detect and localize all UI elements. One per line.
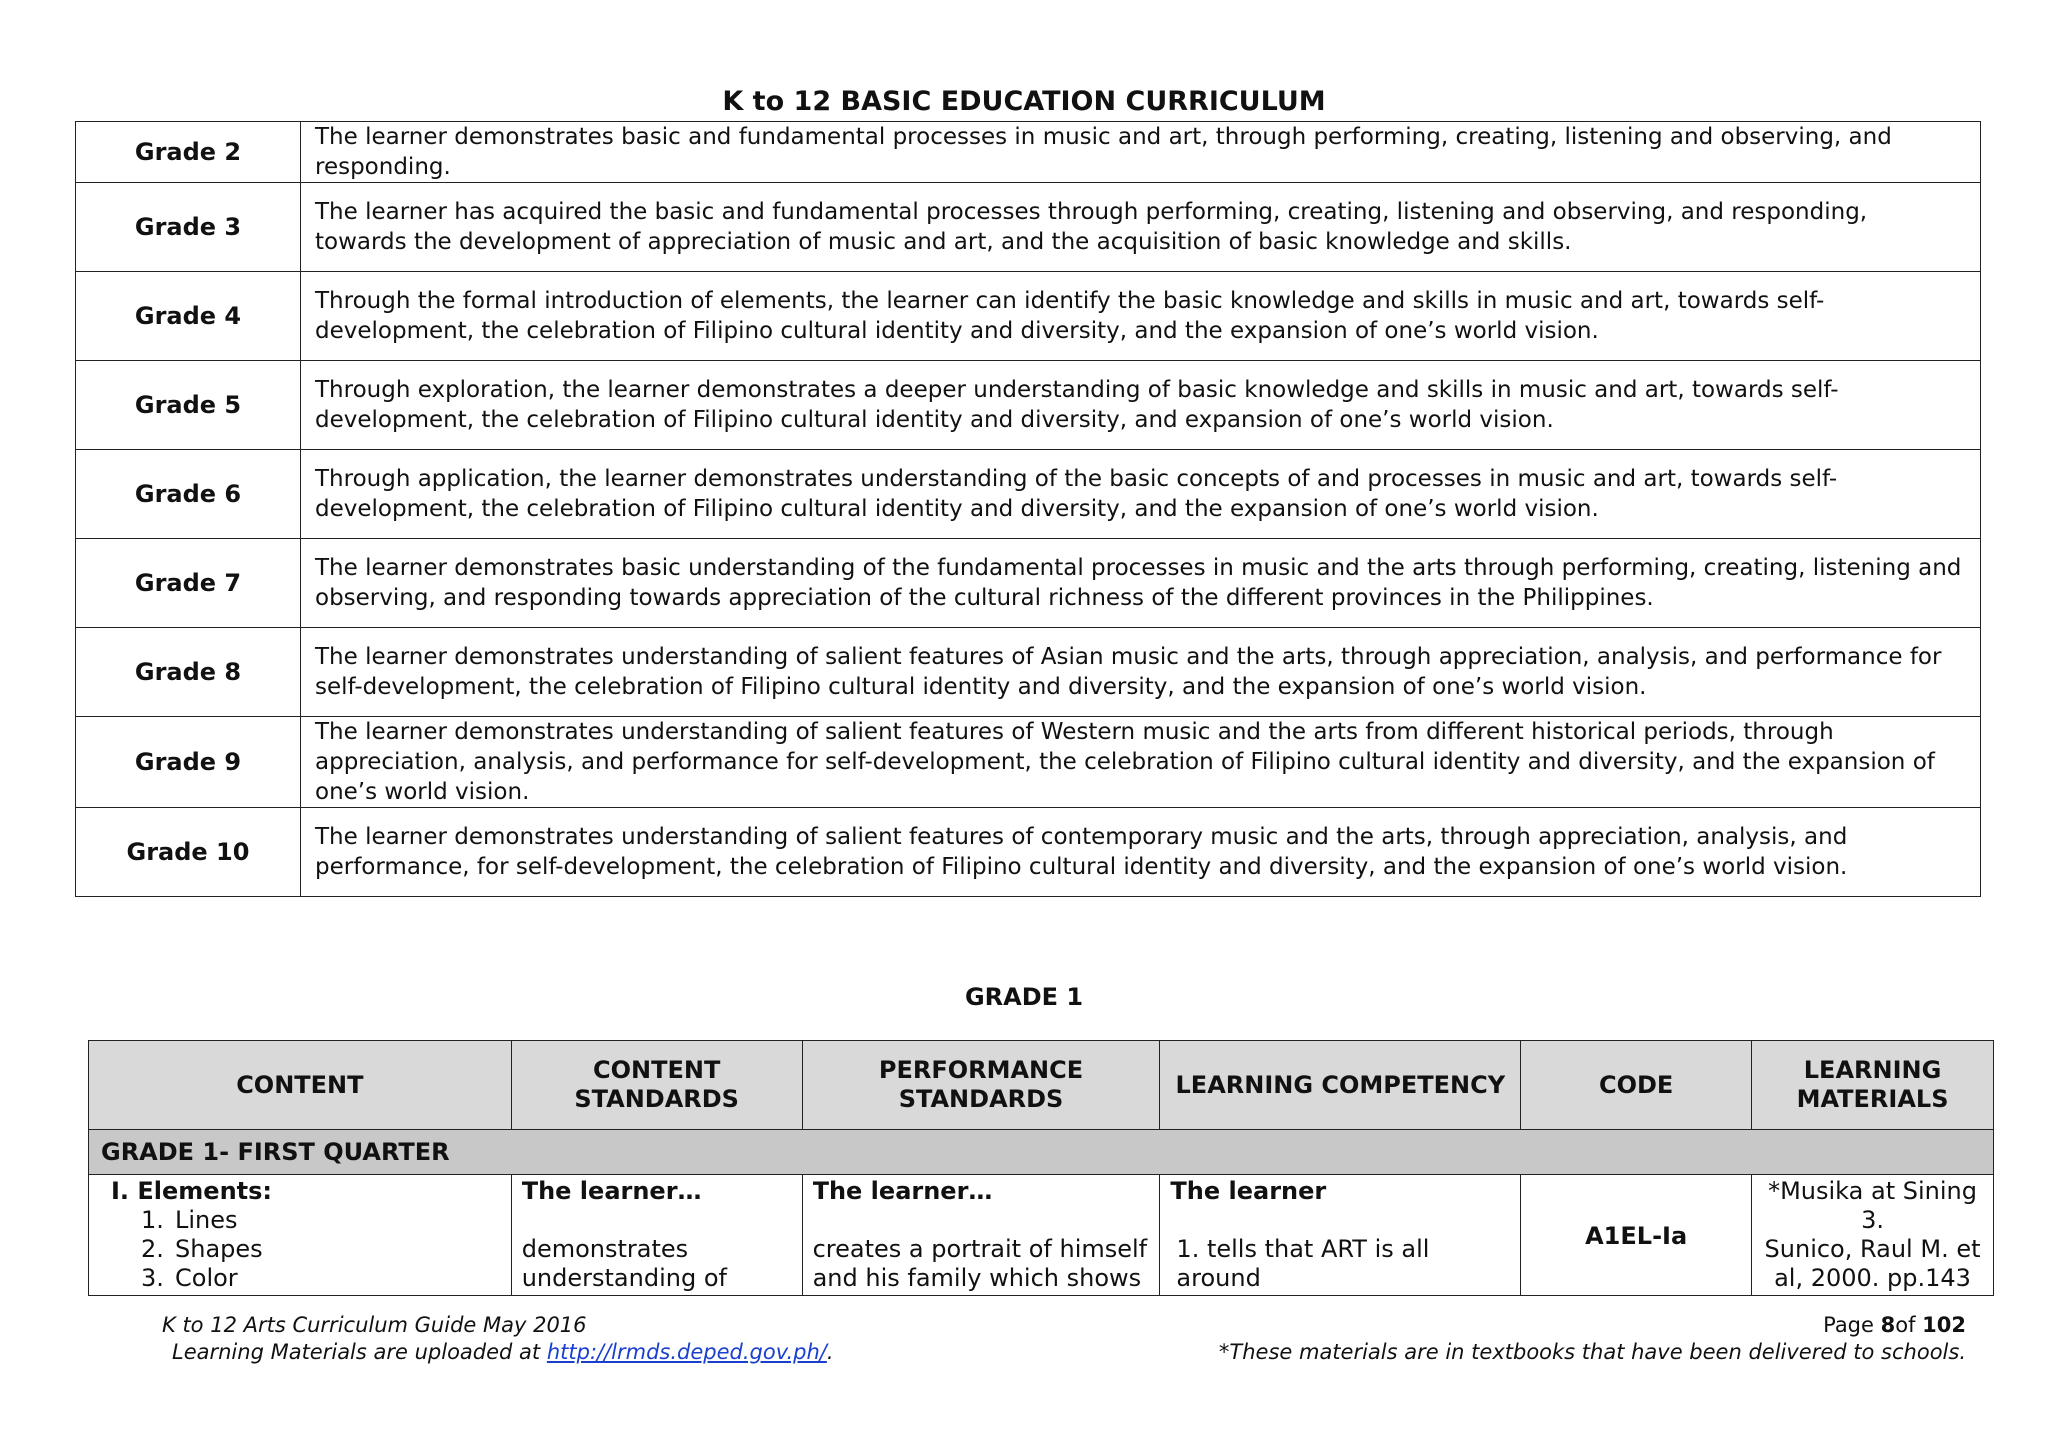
footer-left xyxy=(162,1312,834,1366)
learning-competency-cell xyxy=(1160,1175,1521,1296)
table-row xyxy=(76,717,1981,808)
page-title: K to 12 BASIC EDUCATION CURRICULUM xyxy=(722,86,1326,117)
table-row xyxy=(76,450,1981,539)
header-code: CODE xyxy=(1521,1041,1752,1130)
grade-standard-text: The learner demonstrates basic and fundamental processes in music and art, through performing, creating, listening and observing, and responding. xyxy=(301,122,1981,183)
lrmds-link[interactable]: http://lrmds.deped.gov.ph/ xyxy=(546,1340,827,1364)
grade-label: Grade 7 xyxy=(76,539,301,628)
code-cell: A1EL-Ia xyxy=(1521,1175,1752,1296)
grade-label: Grade 5 xyxy=(76,361,301,450)
page-number: Page 8of 102 xyxy=(1823,1313,1966,1337)
content-heading: I. Elements: xyxy=(111,1177,273,1205)
table-row xyxy=(76,539,1981,628)
grade-label: Grade 9 xyxy=(76,717,301,808)
header-learning-materials: LEARNING MATERIALS xyxy=(1752,1041,1994,1130)
grade-label: Grade 3 xyxy=(76,183,301,272)
table-row xyxy=(76,183,1981,272)
grade-label: Grade 2 xyxy=(76,122,301,183)
section-heading: GRADE 1 xyxy=(964,983,1084,1011)
list-item: 1. Lines xyxy=(141,1206,238,1234)
cell-lead: The learner… xyxy=(521,1177,702,1205)
uploaded-note: Learning Materials are uploaded at http://lrmds.deped.gov.ph/. xyxy=(172,1340,834,1364)
learning-materials-cell xyxy=(1752,1175,1994,1296)
content-cell xyxy=(89,1175,512,1296)
table-row xyxy=(76,808,1981,897)
cell-text: understanding of xyxy=(521,1264,727,1292)
cell-text: demonstrates xyxy=(521,1235,689,1263)
grade-standards-table xyxy=(75,121,1981,897)
header-content-standards: CONTENT STANDARDS xyxy=(511,1041,802,1130)
table-row xyxy=(89,1175,1994,1296)
grade-standard-text: The learner has acquired the basic and fundamental processes through performing, creating, listening and observing, and responding, towards the development of appreciation of music and art, and the acquisition of basic knowledge and skills. xyxy=(301,183,1981,272)
list-item: 3. Color xyxy=(141,1264,238,1292)
header-performance-standards: PERFORMANCE STANDARDS xyxy=(802,1041,1160,1130)
grade-standard-text: Through the formal introduction of elements, the learner can identify the basic knowledge and skills in music and art, towards self-development, the celebration of Filipino cultural identity and diversity, and the expansion of one’s world vision. xyxy=(301,272,1981,361)
curriculum-guide-table xyxy=(88,1040,1994,1296)
performance-standards-cell xyxy=(802,1175,1160,1296)
grade-label: Grade 10 xyxy=(76,808,301,897)
grade-standard-text: The learner demonstrates understanding of salient features of Western music and the arts from different historical periods, through appreciation, analysis, and performance for self-development, the celebration of Filipino cultural identity and diversity, and the expansion of one’s world vision. xyxy=(301,717,1981,808)
grade-standard-text: The learner demonstrates understanding of salient features of Asian music and the arts, through appreciation, analysis, and performance for self-development, the celebration of Filipino cultural identity and diversity, and the expansion of one’s world vision. xyxy=(301,628,1981,717)
table-header-row xyxy=(89,1041,1994,1130)
grade-standard-text: Through exploration, the learner demonstrates a deeper understanding of basic knowledge and skills in music and art, towards self-development, the celebration of Filipino cultural identity and diversity, and expansion of one’s world vision. xyxy=(301,361,1981,450)
grade-label: Grade 4 xyxy=(76,272,301,361)
cell-lead: The learner xyxy=(1170,1177,1327,1205)
cell-text: al, 2000. pp.143 xyxy=(1774,1264,1971,1292)
cell-text: creates a portrait of himself xyxy=(812,1235,1148,1263)
table-row xyxy=(76,122,1981,183)
table-row xyxy=(76,361,1981,450)
cell-lead: The learner… xyxy=(812,1177,993,1205)
grade-label: Grade 8 xyxy=(76,628,301,717)
guide-label: K to 12 Arts Curriculum Guide May 2016 xyxy=(162,1313,587,1337)
content-standards-cell xyxy=(511,1175,802,1296)
header-learning-competency: LEARNING COMPETENCY xyxy=(1160,1041,1521,1130)
cell-text: and his family which shows xyxy=(812,1264,1142,1292)
quarter-label: GRADE 1- FIRST QUARTER xyxy=(89,1130,1994,1175)
cell-text: 1. tells that ART is all around xyxy=(1176,1235,1430,1292)
footer-right xyxy=(1219,1312,1966,1366)
cell-text: *Musika at Sining 3. xyxy=(1768,1177,1977,1234)
table-row xyxy=(76,628,1981,717)
grade-standard-text: The learner demonstrates understanding of salient features of contemporary music and the arts, through appreciation, analysis, and performance, for self-development, the celebration of Filipino cultural identity and diversity, and the expansion of one’s world vision. xyxy=(301,808,1981,897)
grade-standard-text: The learner demonstrates basic understanding of the fundamental processes in music and the arts through performing, creating, listening and observing, and responding towards appreciation of the cultural richness of the different provinces in the Philippines. xyxy=(301,539,1981,628)
content-list xyxy=(99,1206,501,1293)
cell-text: Sunico, Raul M. et xyxy=(1764,1235,1981,1263)
textbook-note: *These materials are in textbooks that have been delivered to schools. xyxy=(1218,1340,1966,1364)
list-item: 2. Shapes xyxy=(141,1235,263,1263)
table-row xyxy=(76,272,1981,361)
header-content: CONTENT xyxy=(89,1041,512,1130)
grade-label: Grade 6 xyxy=(76,450,301,539)
quarter-row xyxy=(89,1130,1994,1175)
grade-standard-text: Through application, the learner demonstrates understanding of the basic concepts of and processes in music and art, towards self-development, the celebration of Filipino cultural identity and diversity, and the expansion of one’s world vision. xyxy=(301,450,1981,539)
